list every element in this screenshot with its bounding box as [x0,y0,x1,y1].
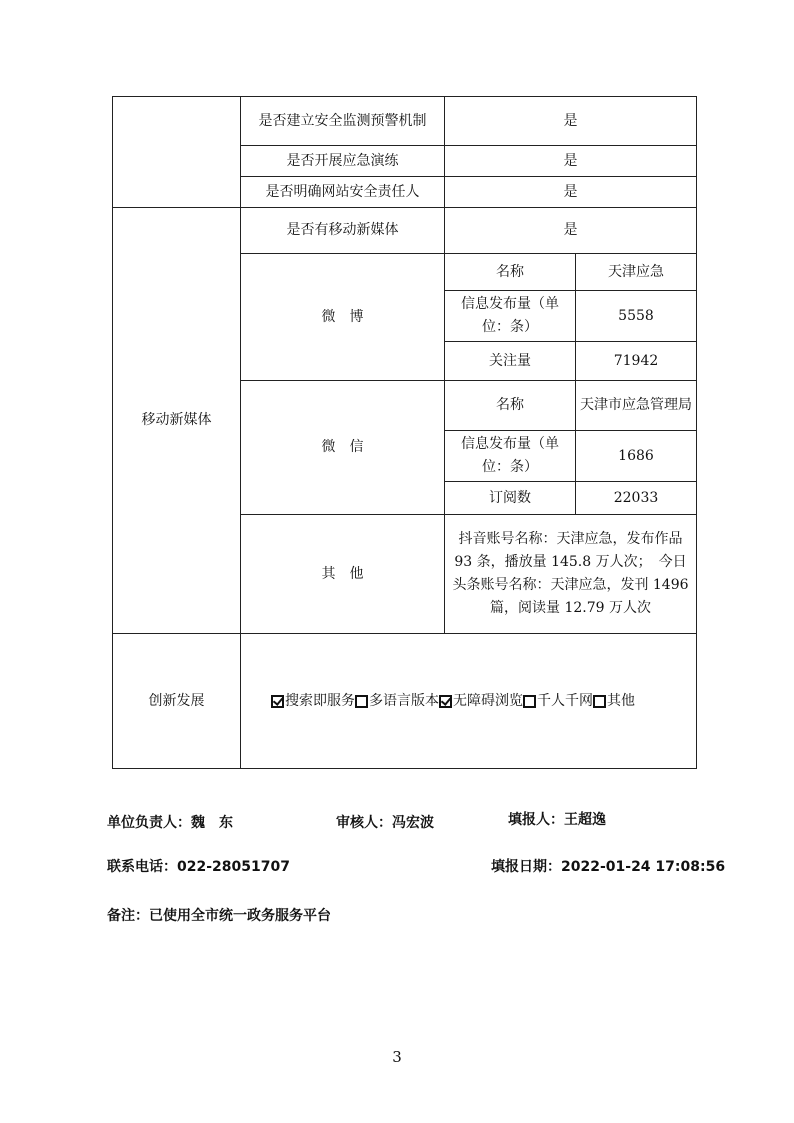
monitoring-value: 是 [445,97,697,146]
unit-head: 单位负责人：魏 东 [107,815,233,831]
weibo-follow-value: 71942 [576,342,697,381]
responsible-value: 是 [445,177,697,208]
responsible-label: 是否明确网站安全责任人 [241,177,445,208]
weixin-sub-label: 订阅数 [445,482,576,515]
drill-label: 是否开展应急演练 [241,146,445,177]
option-label-1: 多语言版本 [369,692,439,709]
weibo-posts-value: 5558 [576,291,697,342]
weibo-follow-label: 关注量 [445,342,576,381]
page-number: 3 [392,1048,402,1066]
weixin-posts-label: 信息发布量（单位：条） [445,431,576,482]
weibo-label: 微 博 [241,254,445,381]
weixin-name-value: 天津市应急管理局 [576,381,697,431]
other-media-value: 抖音账号名称：天津应急，发布作品 93 条，播放量 145.8 万人次； 今日头条账号名称：天津应急，发刊 1496 篇，阅读量 12.79 万人次 [445,515,697,634]
weixin-sub-value: 22033 [576,482,697,515]
reviewer: 审核人：冯宏波 [336,815,434,831]
security-section-cell [113,97,241,208]
innovation-label: 创新发展 [113,634,241,769]
weixin-name-label: 名称 [445,381,576,431]
has-media-label: 是否有移动新媒体 [241,208,445,254]
weibo-name-value: 天津应急 [576,254,697,291]
option-label-4: 其他 [607,692,635,709]
has-media-value: 是 [445,208,697,254]
remark: 备注：已使用全市统一政务服务平台 [107,908,331,924]
weixin-label: 微 信 [241,381,445,515]
other-media-label: 其 他 [241,515,445,634]
option-label-3: 千人千网 [537,692,593,709]
option-checkbox-3[interactable] [523,695,536,708]
monitoring-label: 是否建立安全监测预警机制 [241,97,445,146]
weixin-posts-value: 1686 [576,431,697,482]
option-checkbox-2[interactable] [439,695,452,708]
option-checkbox-0[interactable] [271,695,284,708]
innovation-options [241,634,697,769]
option-label-2: 无障碍浏览 [453,692,523,709]
weibo-posts-label: 信息发布量（单位：条） [445,291,576,342]
report-date: 填报日期：2022-01-24 17:08:56 [491,859,726,875]
drill-value: 是 [445,146,697,177]
report-table [112,96,697,769]
filler: 填报人：王超逸 [508,812,606,828]
option-label-0: 搜索即服务 [285,692,355,709]
media-section-label: 移动新媒体 [113,208,241,634]
option-checkbox-1[interactable] [355,695,368,708]
weibo-name-label: 名称 [445,254,576,291]
option-checkbox-4[interactable] [593,695,606,708]
contact-phone: 联系电话：022-28051707 [107,859,290,875]
